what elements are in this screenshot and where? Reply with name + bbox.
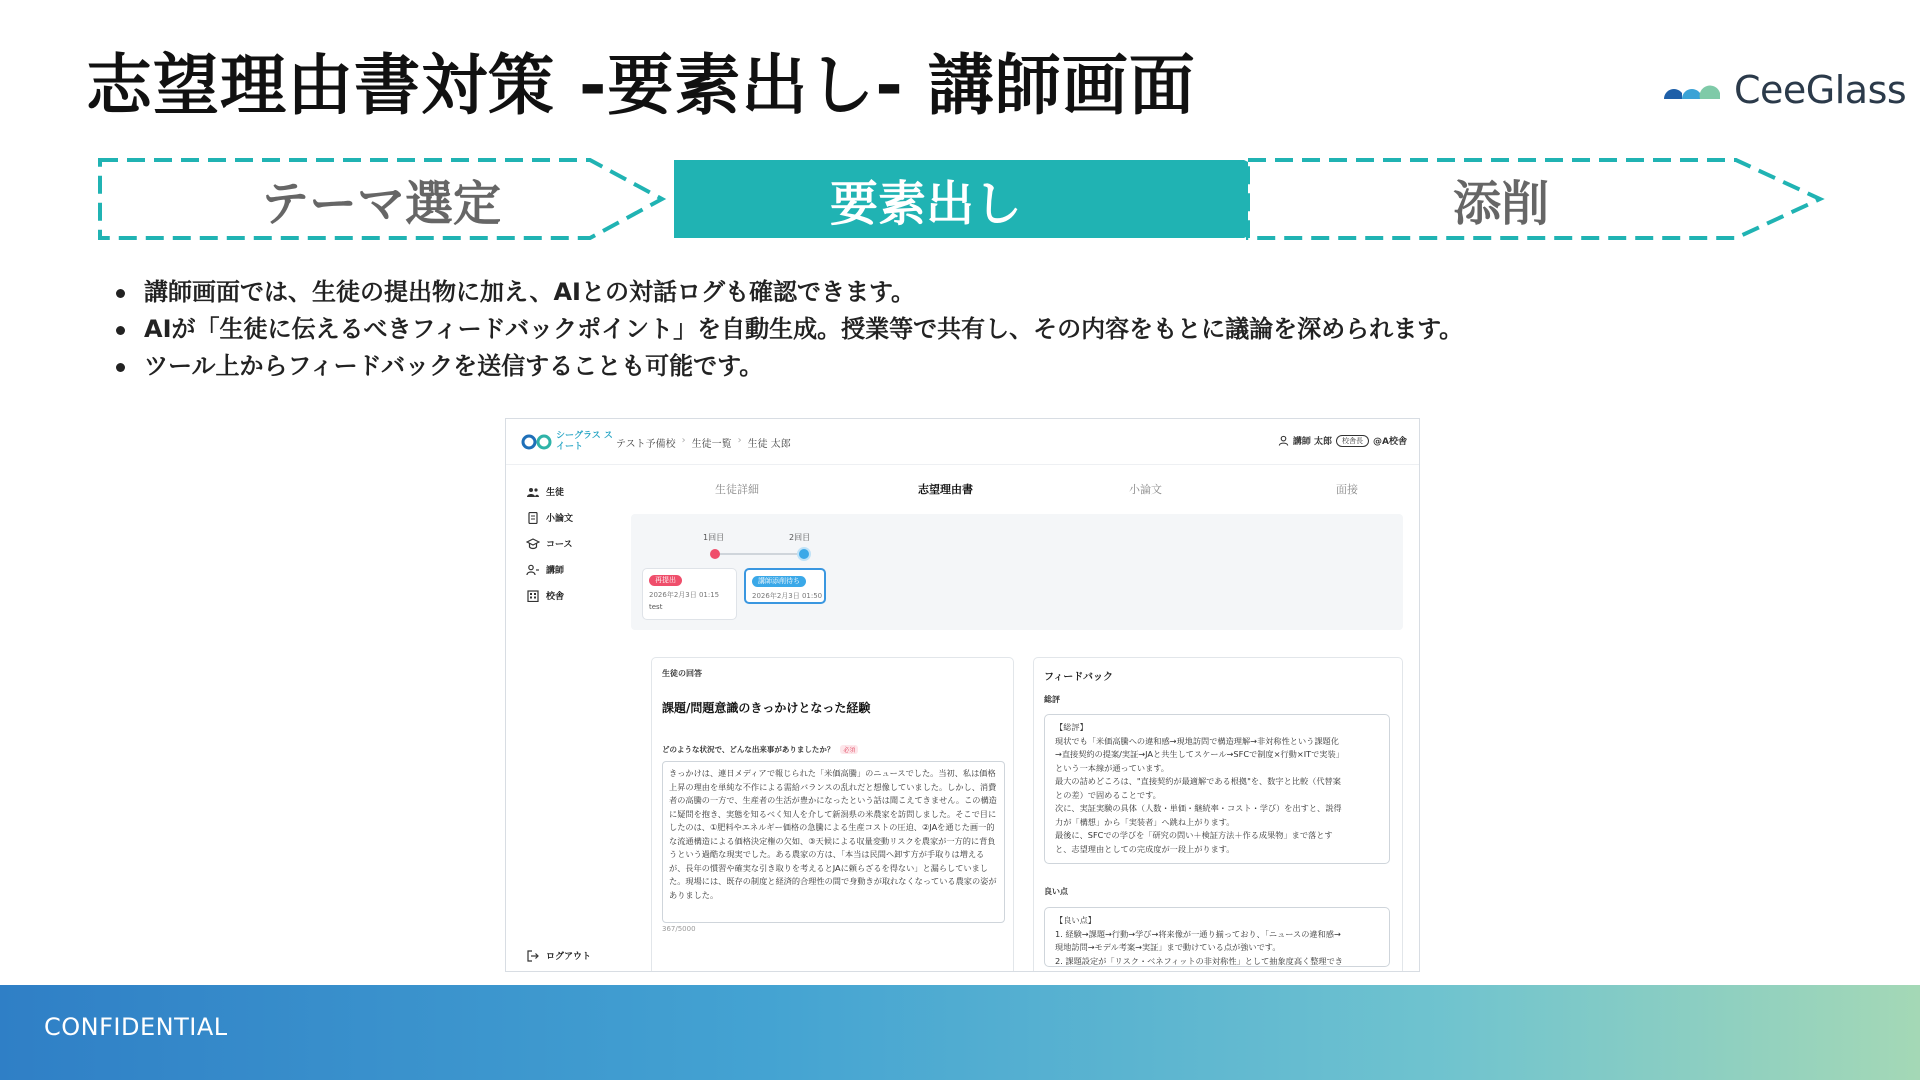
sidebar-item-teachers[interactable]: [526, 563, 564, 576]
logo-text: CeeGlass: [1734, 68, 1907, 112]
summary-line: と、志望理由としての完成度が一段上がります。: [1055, 843, 1235, 854]
tab-bar: [631, 465, 1420, 505]
answer-textarea[interactable]: きっかけは、連日メディアで報じられた「米価高騰」のニュースでした。当初、私は価格上昇の理由を単純な不作による需給バランスの乱れだと想像していました。しかし、消費者の高騰の一方で、生産者の生活が豊かになったという話は聞こえてきません。この構造に疑問を抱き、実態を知るべく知人を介して新潟県の米農家を訪問しました。そこで目にしたのは、①肥料やエネルギー価格の急騰による生産コストの圧迫、②JAを通じた画一的な流通構造による価格決定権の欠如、③天候による収量変動リスクを農家が一方的に背負うという過酷な現実でした。ある農家の方は、「本当は民間へ卸す方が手取りは増えるが、長年の慣習や確実な引き取りを考えるとJAに頼らざるを得ない」と漏らしていました。現場には、既存の制度と経済的合理性の間で身動きが取れなくなっている農家の姿がありました。: [662, 761, 1005, 923]
graduation-cap-icon: [526, 538, 540, 550]
ceeglass-logo-icon: [1660, 75, 1726, 105]
submission-date: 2026年2月3日 01:50: [752, 592, 823, 600]
sidebar-item-label: 講師: [546, 566, 565, 576]
required-badge: 必須: [840, 745, 858, 754]
user-school: @A校舎: [1373, 437, 1407, 447]
confidential-label: CONFIDENTIAL: [44, 1013, 228, 1041]
summary-line: →直接契約の提案/実証→JAと共生してスケール→SFCで制度×行動×ITで実装」: [1055, 749, 1344, 759]
logout-label: ログアウト: [546, 952, 592, 962]
timeline-dot-1[interactable]: [710, 549, 720, 559]
process-steps: [96, 156, 1828, 242]
sidebar-item-label: 生徒: [546, 488, 565, 498]
answer-title: 課題/問題意識のきっかけとなった経験: [662, 701, 871, 715]
summary-line: 【総評】: [1055, 722, 1088, 732]
summary-line: 現状でも「米価高騰への違和感→現地訪問で構造理解→非対称性という課題化: [1055, 735, 1339, 746]
timeline-label-2: 2回目: [789, 533, 811, 542]
chevron-right-icon: ›: [681, 435, 686, 446]
bullet-list: [112, 274, 1812, 385]
breadcrumb-student: 生徒 太郎: [747, 439, 791, 450]
tab-statement[interactable]: 志望理由書: [918, 483, 973, 496]
question-row: [662, 744, 1003, 755]
footer-bar: [0, 985, 1920, 1080]
app-screenshot: [505, 418, 1420, 972]
user-menu[interactable]: [1278, 434, 1407, 447]
app-logo-text: シーグラス スイート: [556, 431, 613, 452]
submission-timeline: [631, 514, 1403, 630]
status-badge: 再提出: [649, 575, 682, 586]
bullet-item: AIが「生徒に伝えるべきフィードバックポイント」を自動生成。授業等で共有し、その内容をもとに議論を深められます。: [112, 311, 1812, 348]
summary-line: 最大の詰めどころは、"直接契約が最適解である根拠"を、数字と比較（代替案: [1055, 776, 1341, 786]
submission-date: 2026年2月3日 01:15: [649, 591, 720, 599]
app-header: [506, 419, 1420, 465]
breadcrumb-student-list[interactable]: 生徒一覧: [691, 439, 732, 450]
summary-line: 力が「構想」から「実装者」へ跳ね上がります。: [1055, 816, 1235, 827]
ceeglass-logo: [1660, 62, 1910, 118]
timeline-dot-2[interactable]: [797, 547, 811, 561]
timeline-label-1: 1回目: [703, 533, 725, 542]
sidebar-item-label: 校舎: [546, 592, 565, 602]
tab-interview[interactable]: 面接: [1336, 483, 1358, 496]
status-badge: 講師添削待ち: [752, 576, 806, 587]
logout-icon: [526, 950, 540, 962]
app-logo-icon: [520, 433, 554, 451]
submission-note: test: [649, 603, 663, 611]
role-badge: 校舎長: [1336, 435, 1369, 447]
good-points-label: 良い点: [1044, 887, 1068, 896]
good-line: 【良い点】: [1055, 915, 1096, 925]
bullet-item: ツール上からフィードバックを送信することも可能です。: [112, 348, 1812, 385]
good-line: 2. 課題設定が「リスク・ベネフィットの非対称性」として抽象度高く整理でき: [1055, 955, 1343, 966]
users-icon: [526, 486, 540, 498]
feedback-panel: [1033, 657, 1403, 972]
submission-card-2[interactable]: [744, 568, 826, 604]
user-icon: [1278, 435, 1289, 446]
sidebar-item-essay[interactable]: [526, 511, 573, 524]
step-label-theme: テーマ選定: [260, 175, 501, 232]
summary-textarea[interactable]: [1044, 714, 1390, 864]
sidebar-item-label: 小論文: [546, 514, 574, 524]
tab-student-detail[interactable]: 生徒詳細: [715, 483, 759, 496]
building-icon: [526, 590, 540, 602]
sidebar: [506, 465, 631, 972]
question-text: どのような状況で、どんな出来事がありましたか？: [662, 745, 835, 754]
summary-line: という一本線が通っています。: [1055, 762, 1169, 773]
submission-card-1[interactable]: [642, 568, 737, 620]
char-count: 367/5000: [662, 925, 696, 933]
teacher-icon: [526, 564, 540, 576]
summary-line: 最後に、SFCでの学びを「研究の問い＋検証方法＋作る成果物」まで落とす: [1055, 830, 1333, 840]
step-label-elements: 要素出し: [829, 175, 1022, 232]
breadcrumb: [616, 435, 791, 450]
step-label-correction: 添削: [1452, 175, 1549, 232]
slide-title: 志望理由書対策 -要素出し- 講師画面: [86, 47, 1196, 124]
summary-line: 次に、実証実験の具体（人数・単価・継続率・コスト・学び）を出すと、説得: [1055, 803, 1342, 813]
good-line: 現地訪問→モデル考案→実証」まで動けている点が強いです。: [1055, 942, 1281, 952]
summary-label: 総評: [1044, 695, 1060, 704]
document-icon: [526, 512, 540, 524]
feedback-title: フィードバック: [1044, 672, 1113, 683]
sidebar-item-school[interactable]: [526, 589, 564, 602]
student-answer-panel: [651, 657, 1014, 972]
tab-essay[interactable]: 小論文: [1129, 483, 1162, 496]
good-points-textarea[interactable]: [1044, 907, 1390, 967]
chevron-right-icon: ›: [737, 435, 742, 446]
good-line: 1. 経験→課題→行動→学び→将来像が一通り揃っており、「ニュースの違和感→: [1055, 928, 1341, 939]
sidebar-item-course[interactable]: [526, 537, 573, 550]
bullet-item: 講師画面では、生徒の提出物に加え、AIとの対話ログも確認できます。: [112, 274, 1812, 311]
summary-line: との差）で固めることです。: [1055, 789, 1161, 800]
user-name: 講師 太郎: [1292, 437, 1333, 447]
breadcrumb-school[interactable]: テスト予備校: [616, 439, 676, 450]
timeline-line: [715, 553, 801, 555]
sidebar-item-label: コース: [546, 540, 573, 550]
answer-section-label: 生徒の回答: [662, 669, 702, 678]
sidebar-item-students[interactable]: [526, 485, 564, 498]
logout-button[interactable]: [526, 949, 591, 962]
